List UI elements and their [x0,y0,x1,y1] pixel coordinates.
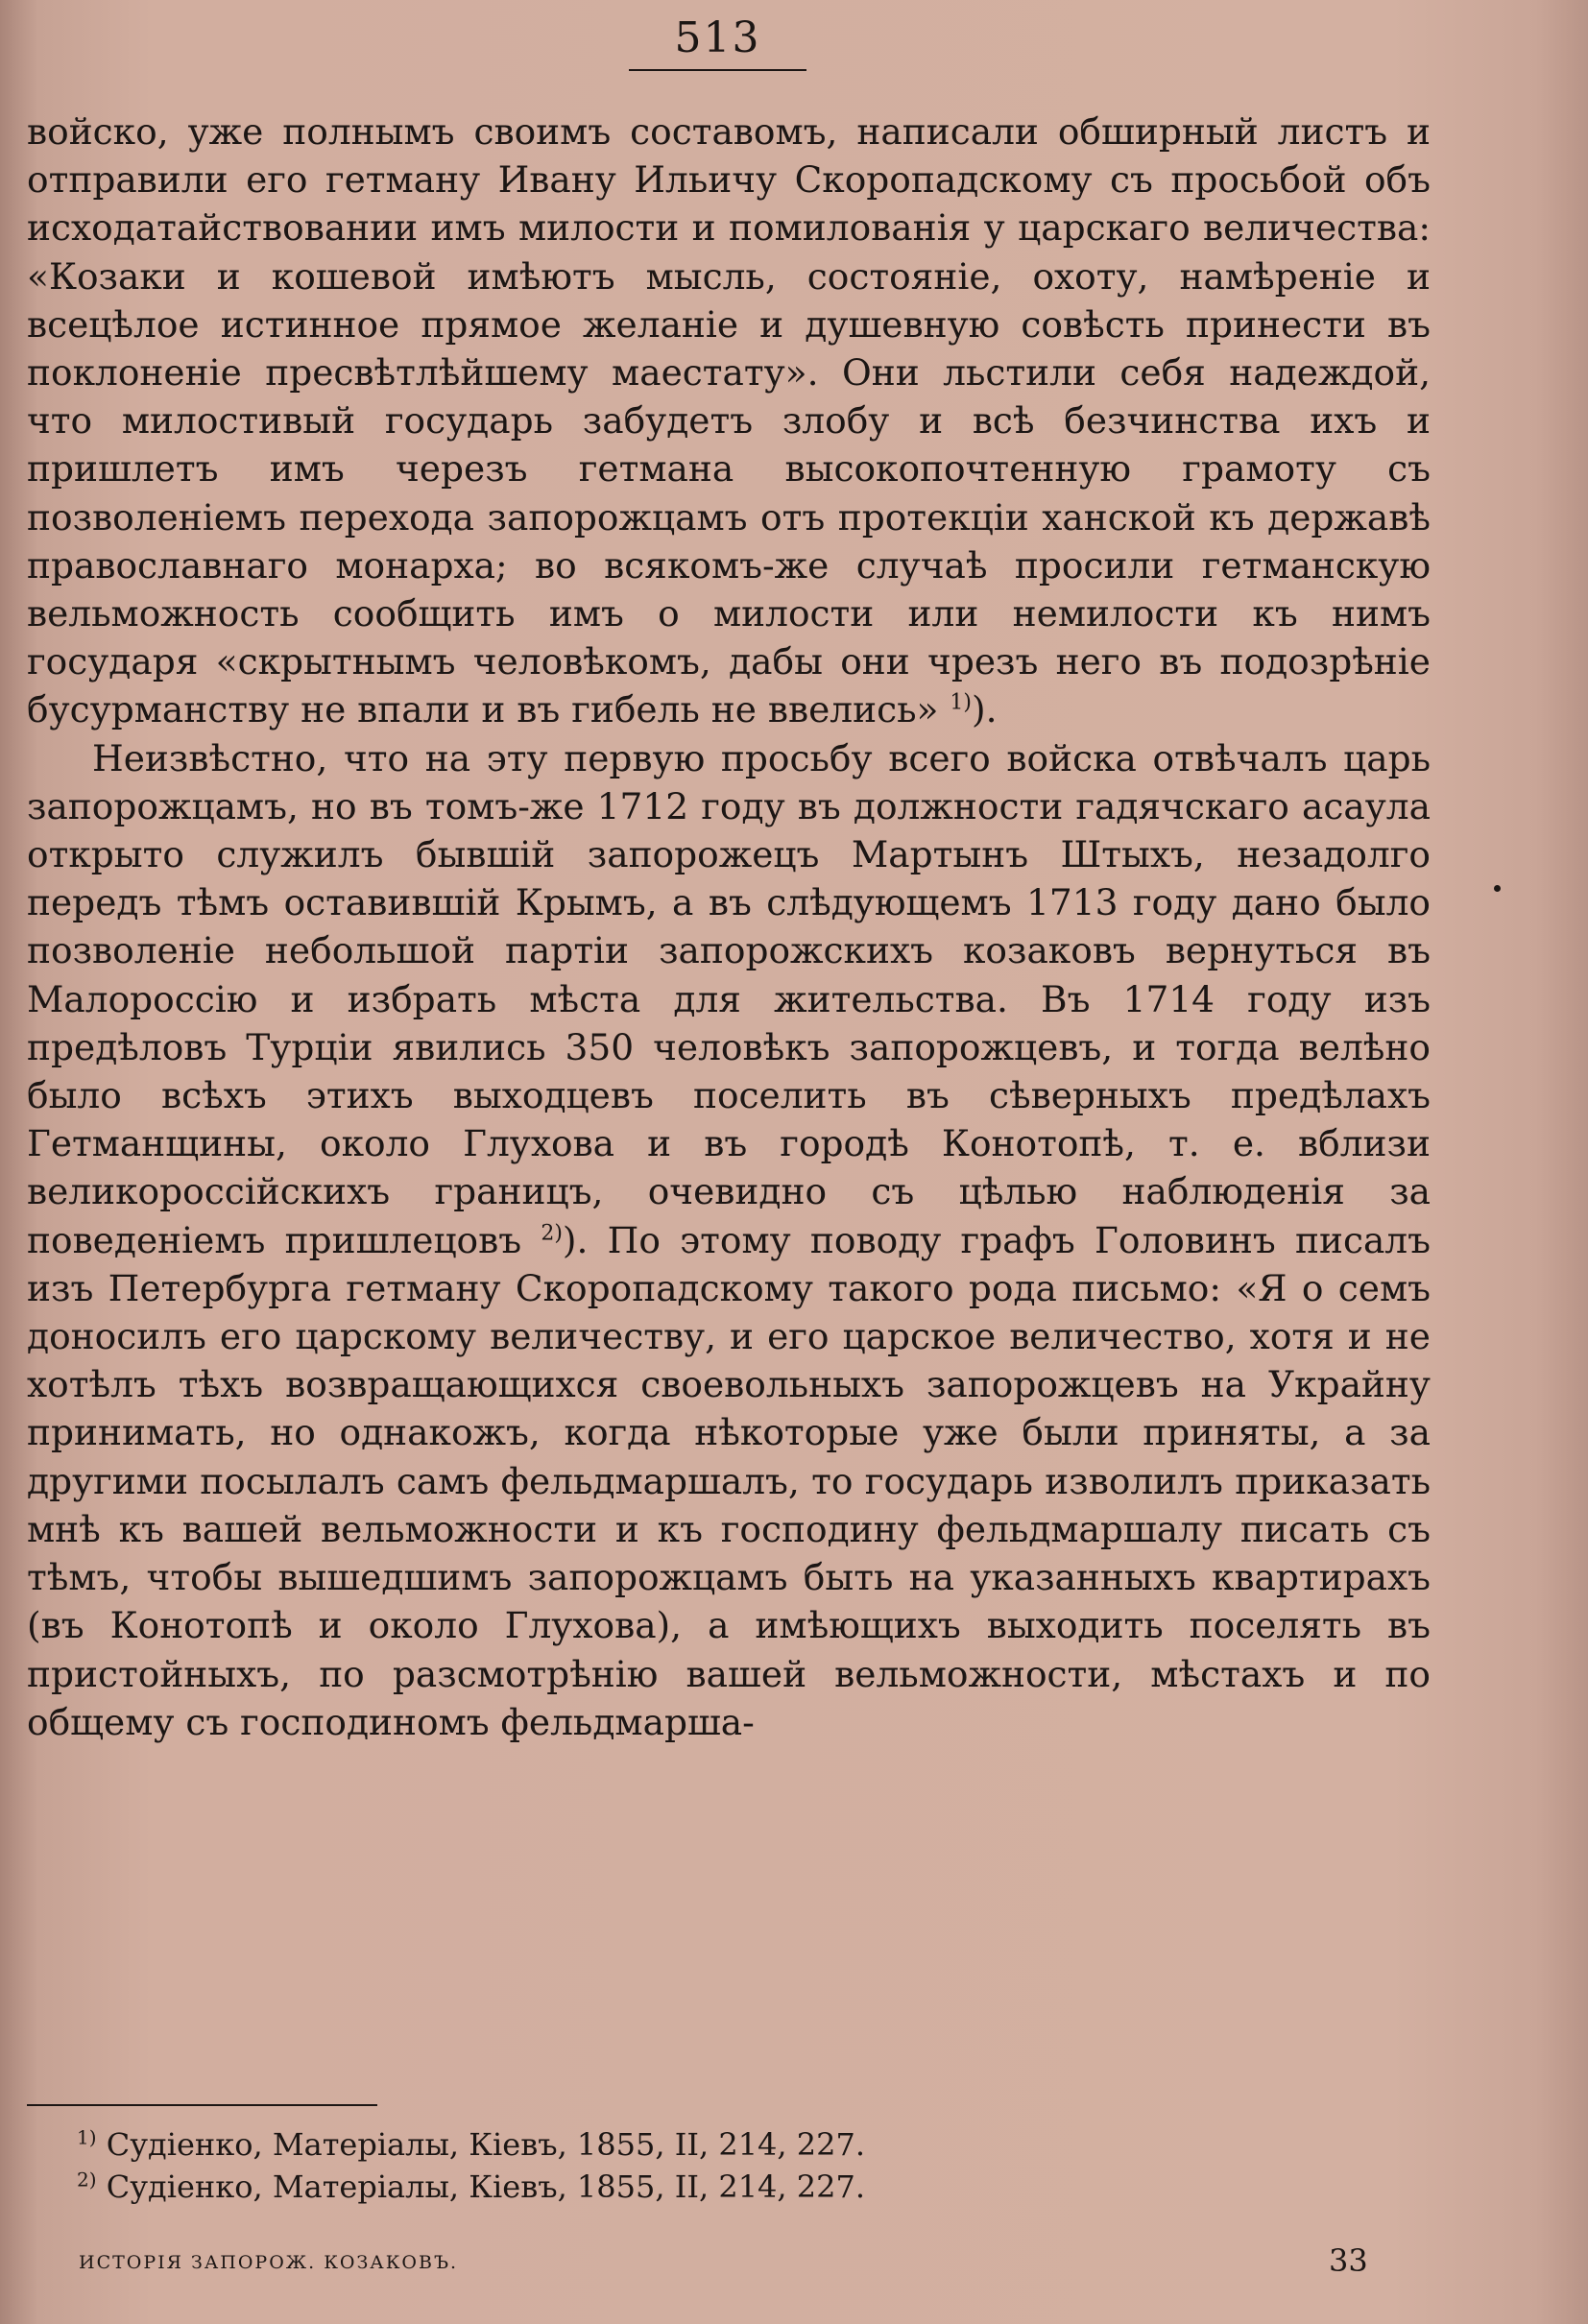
paragraph-2-text-b: ). По этому поводу графъ Головинъ писалъ изъ Петербурга гетману Скоропадскому такого рода письмо: «Я о семъ доносилъ его царскому величеству, и его царское величество, хотя и не хотѣлъ тѣхъ возвращающихся своевольныхъ запорожцевъ на Украйну принимать, но однакожъ, когда нѣкоторые уже были приняты, а за другими посылалъ самъ фельдмаршалъ, то государь изволилъ приказать мнѣ къ вашей вельможности и къ господину фельдмаршалу писать съ тѣмъ, чтобы вышедшимъ запорожцамъ быть на указанныхъ квартирахъ (въ Конотопѣ и около Глухова), а имѣющихъ выходить поселять въ пристойныхъ, по разсмотрѣнію вашей вельможности, мѣстахъ и по общему съ господиномъ фельдмарша- [27,1218,1431,1743]
signature-line: ИСТОРІЯ ЗАПОРОЖ. КОЗАКОВЪ. [79,2252,459,2273]
footnote-1-marker: 1) [77,2125,97,2149]
sheet-number: 33 [1329,2242,1368,2279]
footnote-ref-2: 2) [541,1221,563,1246]
paragraph-2-text-a: Неизвѣстно, что на эту первую просьбу всего войска отвѣчалъ царь запорожцамъ, но въ томъ-же 1712 году въ должности гадячскаго асаула открыто служилъ бывшій запорожецъ Мартынъ Штыхъ, незадолго передъ тѣмъ оставившій Крымъ, а въ слѣдующемъ 1713 году дано было позволеніе небольшой партіи запорожскихъ козаковъ вернуться въ Малороссію и избрать мѣста для жительства. Въ 1714 году изъ предѣловъ Турціи явились 350 человѣкъ запорожцевъ, и тогда велѣно было всѣхъ этихъ выходцевъ поселить въ сѣверныхъ предѣлахъ Гетманщины, около Глухова и въ городѣ Конотопѣ, т. е. вблизи великороссійскихъ границъ, очевидно съ цѣлью наблюденія за поведеніемъ пришлецовъ [27,736,1431,1261]
footnote-1 [77,2123,1402,2166]
footnote-2 [77,2166,1402,2208]
page-number: 513 [674,13,761,62]
page-number-rule [629,69,806,71]
paragraph-1-end: ). [971,688,998,731]
paragraph-2 [27,734,1431,1746]
footnote-2-text: Судіенко, Матеріалы, Кіевъ, 1855, II, 214, 227. [106,2168,865,2205]
footnote-rule [27,2104,377,2106]
paragraph-1-text: войско, уже полнымъ своимъ составомъ, написали обширный листъ и отправили его гетману Ивану Ильичу Скоропадскому съ просьбой объ исходатайствовании имъ милости и помилованія у царскаго величества: «Козаки и кошевой имѣютъ мысль, состояніе, охоту, намѣреніе и всецѣлое истинное прямое желаніе и душевную совѣсть принести въ поклоненіе пресвѣтлѣйшему маестату». Они льстили себя надеждой, что милостивый государь забудетъ злобу и всѣ безчинства ихъ и пришлетъ имъ черезъ гетмана высокопочтенную грамоту съ позволеніемъ перехода запорожцамъ отъ протекціи ханской къ державѣ православнаго монарха; во всякомъ-же случаѣ просили гетманскую вельможность сообщить имъ о милости или немилости къ нимъ государя «скрытнымъ человѣкомъ, дабы они чрезъ него въ подозрѣніе бусурманству не впали и въ гибель не ввелись» [27,110,1431,731]
body-text [27,108,1431,1746]
margin-mark [1494,885,1501,892]
footnote-ref-1: 1) [950,690,972,715]
footnotes [77,2123,1402,2208]
footnote-1-text: Судіенко, Матеріалы, Кіевъ, 1855, II, 214, 227. [106,2126,865,2163]
paragraph-1 [27,108,1431,734]
footnote-2-marker: 2) [77,2168,97,2192]
